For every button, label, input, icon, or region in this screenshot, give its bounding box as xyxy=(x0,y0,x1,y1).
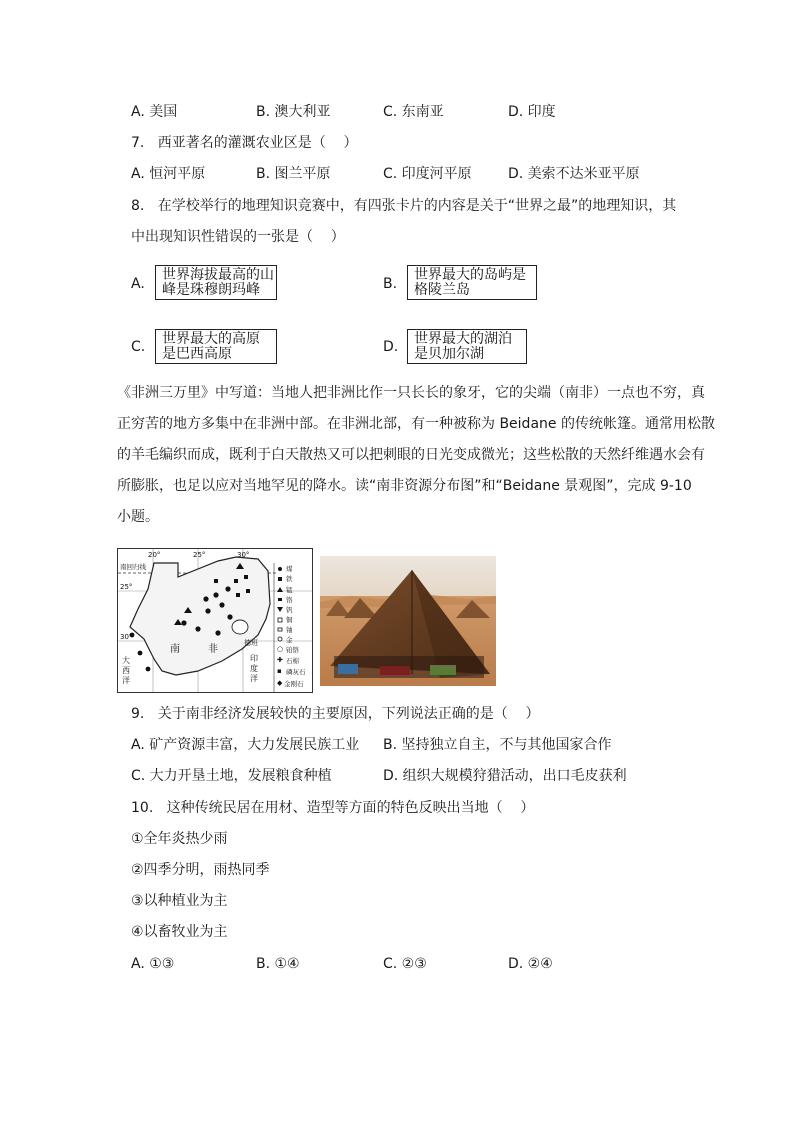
q10-option-d: D. ②④ xyxy=(508,956,553,972)
q7-option-b: B. 图兰平原 xyxy=(256,166,331,182)
q9-option-c: C. 大力开垦土地，发展粮食种植 xyxy=(131,768,332,784)
card-d-line2: 是贝加尔湖 xyxy=(414,346,484,362)
legend-chromium: 铬 xyxy=(286,596,293,604)
svg-text:○: ○ xyxy=(277,645,284,653)
card-a xyxy=(155,265,277,300)
map-lat-25: 25° xyxy=(120,583,133,591)
legend-diamond: 金刚石 xyxy=(284,680,304,688)
card-b xyxy=(407,265,537,300)
card-d-label: D. xyxy=(383,339,399,355)
legend-iron: 铁 xyxy=(286,575,293,583)
q10-item-4: ④以畜牧业为主 xyxy=(131,924,228,940)
passage-line5: 小题。 xyxy=(117,509,159,525)
card-d-line1: 世界最大的湖泊 xyxy=(414,331,512,347)
card-d xyxy=(407,329,527,364)
legend-coal: 煤 xyxy=(286,565,293,573)
q10-option-c: C. ②③ xyxy=(383,956,427,972)
card-a-line1: 世界海拔最高的山 xyxy=(162,267,274,283)
q6-option-d: D. 印度 xyxy=(508,104,556,120)
card-b-label: B. xyxy=(383,276,398,292)
card-c xyxy=(155,329,277,364)
legend-platinum: 铂铬 xyxy=(286,646,299,654)
q8-stem-line1: 8. 在学校举行的地理知识竞赛中，有四张卡片的内容是关于“世界之最”的地理知识，其 xyxy=(131,198,677,214)
legend-phosphate: 磷灰石 xyxy=(286,668,306,676)
legend-copper: 铜 xyxy=(286,616,293,624)
map-region-africa: 非 xyxy=(208,644,218,655)
map-lon-30: 30° xyxy=(237,551,250,559)
q8-stem-line2: 中出现知识性错误的一张是（ ） xyxy=(131,229,345,245)
q10-option-a: A. ①③ xyxy=(131,956,175,972)
map-ocean-atlantic-2: 西 xyxy=(122,666,130,675)
map-region-south: 南 xyxy=(170,644,180,655)
q9-option-d: D. 组织大规模狩猎活动，出口毛皮获利 xyxy=(383,768,627,784)
south-africa-resource-map xyxy=(117,548,313,693)
passage-line1: 《非洲三万里》中写道：当地人把非洲比作一只长长的象牙，它的尖端（南非）一点也不穷，真 xyxy=(117,385,705,401)
card-c-line1: 世界最大的高原 xyxy=(162,331,260,347)
q7-option-c: C. 印度河平原 xyxy=(383,166,472,182)
q7-option-d: D. 美索不达米亚平原 xyxy=(508,166,640,182)
passage-line2: 正穷苦的地方多集中在非洲中部。在非洲北部，有一种被称为 Beidane 的传统帐篷。通常用松散 xyxy=(117,416,715,432)
beidane-tent-photo xyxy=(320,556,496,686)
map-ocean-atlantic-1: 大 xyxy=(122,656,130,665)
card-c-label: C. xyxy=(131,339,146,355)
q9-stem: 9. 关于南非经济发展较快的主要原因，下列说法正确的是（ ） xyxy=(131,706,540,722)
q9-option-a: A. 矿产资源丰富，大力发展民族工业 xyxy=(131,737,360,753)
passage-line4: 所膨胀，也足以应对当地罕见的降水。读“南非资源分布图”和“Beidane 景观图”，完成 9-10 xyxy=(117,478,692,494)
map-lon-25: 25° xyxy=(193,551,206,559)
svg-text:◆: ◆ xyxy=(277,679,283,687)
map-ocean-atlantic-3: 洋 xyxy=(122,676,130,685)
q10-option-b: B. ①④ xyxy=(256,956,300,972)
card-b-line1: 世界最大的岛屿是 xyxy=(414,267,526,283)
card-b-line2: 格陵兰岛 xyxy=(414,282,470,298)
legend-manganese: 锰 xyxy=(286,586,293,594)
q10-stem: 10. 这种传统民居在用材、造型等方面的特色反映出当地（ ） xyxy=(131,800,535,816)
map-city-durban: 德班 xyxy=(244,639,258,647)
q7-option-a: A. 恒河平原 xyxy=(131,166,206,182)
q10-item-3: ③以种植业为主 xyxy=(131,893,228,909)
legend-gold: 金 xyxy=(286,636,293,644)
map-ocean-indian-2: 度 xyxy=(250,664,258,673)
q10-item-2: ②四季分明，雨热同季 xyxy=(131,862,270,878)
map-lat-30: 30° xyxy=(120,633,133,641)
passage-line3: 的羊毛编织而成，既利于白天散热又可以把刺眼的日光变成微光；这些松散的天然纤维遇水会有 xyxy=(117,447,705,463)
map-ocean-indian-3: 洋 xyxy=(250,674,258,683)
svg-text:▪: ▪ xyxy=(277,667,282,675)
q6-option-a: A. 美国 xyxy=(131,104,178,120)
q6-option-b: B. 澳大利亚 xyxy=(256,104,331,120)
card-a-line2: 峰是珠穆朗玛峰 xyxy=(162,282,260,298)
q7-stem: 7. 西亚著名的灌溉农业区是（ ） xyxy=(131,135,358,151)
legend-uranium: 铀 xyxy=(286,626,293,634)
q6-option-c: C. 东南亚 xyxy=(383,104,444,120)
card-a-label: A. xyxy=(131,276,145,292)
legend-asbestos: 石棉 xyxy=(286,657,299,665)
q9-option-b: B. 坚持独立自主，不与其他国家合作 xyxy=(383,737,612,753)
map-tropic-label: 南回归线 xyxy=(120,563,146,571)
card-c-line2: 是巴西高原 xyxy=(162,346,232,362)
q10-item-1: ①全年炎热少雨 xyxy=(131,831,228,847)
map-ocean-indian-1: 印 xyxy=(250,654,258,663)
map-lon-20: 20° xyxy=(148,551,161,559)
legend-vanadium: 钒 xyxy=(286,606,293,614)
svg-text:✚: ✚ xyxy=(277,656,283,664)
